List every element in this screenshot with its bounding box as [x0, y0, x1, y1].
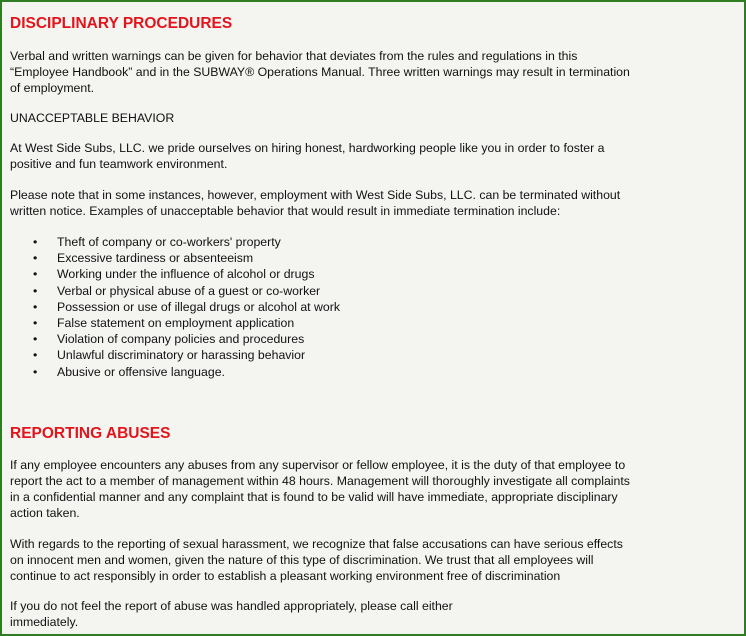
bullet-icon: •	[33, 299, 38, 314]
list-item-text: Unlawful discriminatory or harassing behavior	[57, 348, 306, 363]
unacceptable-behavior-subheading: UNACCEPTABLE BEHAVIOR	[10, 111, 175, 125]
harassment-line: continue to act responsibly in order to establish a pleasant working environment free of discrimination	[10, 568, 561, 583]
warnings-line: Verbal and written warnings can be given for behavior that deviates from the rules and regulations in this	[10, 49, 578, 63]
call-line: immediately.	[10, 614, 79, 629]
list-item	[10, 347, 740, 363]
reporting-abuses-heading: REPORTING ABUSES	[10, 424, 171, 442]
warnings-paragraph	[10, 48, 740, 96]
list-item	[10, 299, 740, 315]
pride-line: positive and fun teamwork environment.	[10, 157, 228, 171]
list-item	[10, 266, 740, 282]
list-item-text: Theft of company or co-workers' property	[57, 235, 281, 249]
bullet-icon: •	[33, 316, 38, 331]
bullet-icon: •	[33, 332, 38, 347]
reporting-duty-line: action taken.	[10, 505, 80, 520]
bullet-icon: •	[33, 235, 38, 249]
termination-note-paragraph	[10, 187, 740, 219]
warnings-line: “Employee Handbook” and in the SUBWAY® Operations Manual. Three written warnings may result in termination	[10, 65, 630, 79]
reporting-duty-line: report the act to a member of management within 48 hours. Management will thoroughly investigate all complaints	[10, 473, 630, 488]
document-body	[10, 2, 740, 630]
unacceptable-behavior-list	[10, 234, 740, 380]
list-item-text: Verbal or physical abuse of a guest or co-worker	[57, 283, 321, 298]
bullet-icon: •	[33, 348, 38, 363]
list-item-text: Possession or use of illegal drugs or alcohol at work	[57, 299, 340, 314]
list-item-text: Excessive tardiness or absenteeism	[57, 251, 254, 266]
pride-line: At West Side Subs, LLC. we pride ourselves on hiring honest, hardworking people like you in order to foster a	[10, 141, 605, 155]
list-item	[10, 315, 740, 331]
call-paragraph	[10, 598, 740, 630]
harassment-paragraph	[10, 536, 740, 584]
warnings-line: of employment.	[10, 81, 95, 95]
disciplinary-heading: DISCIPLINARY PROCEDURES	[10, 15, 233, 32]
list-item-text: Abusive or offensive language.	[57, 364, 225, 379]
reporting-duty-line: If any employee encounters any abuses from any supervisor or fellow employee, it is the duty of that employee to	[10, 457, 626, 472]
termination-note-line: written notice. Examples of unacceptable behavior that would result in immediate termination include:	[10, 204, 561, 218]
bullet-icon: •	[33, 283, 38, 298]
list-item-text: Violation of company policies and procedures	[57, 332, 305, 347]
list-item	[10, 283, 740, 299]
termination-note-line: Please note that in some instances, however, employment with West Side Subs, LLC. can be terminated without	[10, 188, 621, 202]
bullet-icon: •	[33, 364, 38, 379]
reporting-duty-line: in a confidential manner and any complaint that is found to be valid will have immediate, appropriate disciplinary	[10, 489, 618, 504]
harassment-line: With regards to the reporting of sexual harassment, we recognize that false accusations can have serious effects	[10, 536, 623, 551]
pride-paragraph	[10, 140, 740, 172]
reporting-duty-paragraph	[10, 457, 740, 521]
list-item	[10, 331, 740, 347]
list-item	[10, 250, 740, 266]
bullet-icon: •	[33, 251, 38, 266]
list-item	[10, 364, 740, 380]
harassment-line: on innocent men and women, given the nature of this type of discrimination. We trust that all employees will	[10, 552, 594, 567]
call-line: If you do not feel the report of abuse was handled appropriately, please call either	[10, 598, 453, 613]
list-item	[10, 234, 740, 250]
list-item-text: Working under the influence of alcohol or drugs	[57, 267, 315, 282]
bullet-icon: •	[33, 267, 38, 282]
list-item-text: False statement on employment application	[57, 316, 295, 331]
